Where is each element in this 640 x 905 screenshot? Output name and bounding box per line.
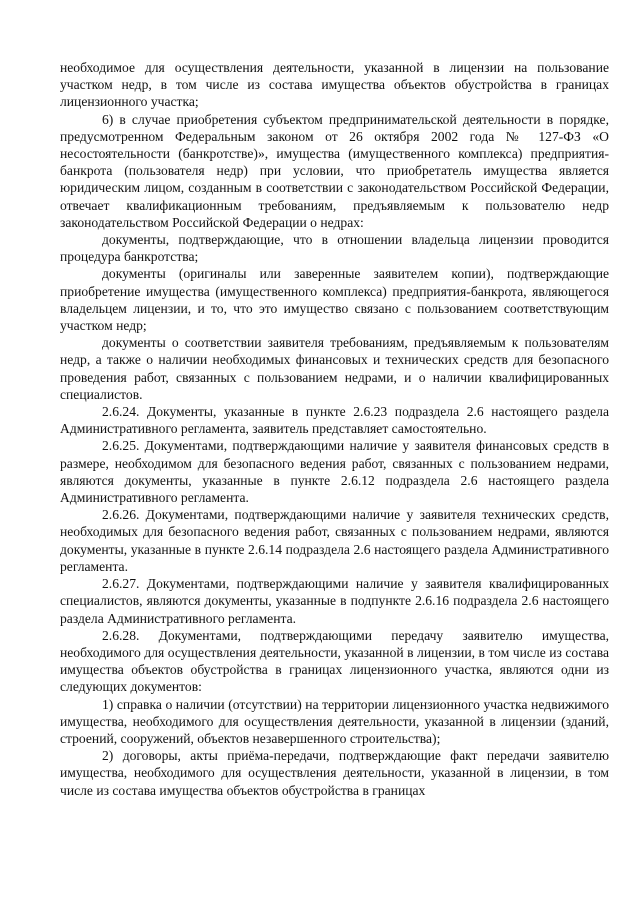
- paragraph-property-continuation: необходимое для осуществления деятельности, указанной в лицензии на пользование участком недр, в том числе из состава имущества объектов обустройства в границах лицензионного участка;: [60, 60, 609, 110]
- paragraph-item-6-bankruptcy: 6) в случае приобретения субъектом предпринимательской деятельности в порядке, предусмотренном Федеральным законом от 26 октября 2002 года № 127-ФЗ «О несостоятельности (банкротстве)», имущества (имущественного комплекса) предприятия-банкрота (пользователя недр) при условии, что приобретатель имущества является юридическим лицом, созданным в соответствии с законодательством Российской Федерации, отвечает квалификационным требованиям, предъявляемым к пользователю недр законодательством Российской Федерации о недрах:: [60, 111, 609, 230]
- paragraph-2-6-27: 2.6.27. Документами, подтверждающими наличие у заявителя квалифицированных специалистов, являются документы, указанные в подпункте 2.6.16 подраздела 2.6 настоящего раздела Административного регламента.: [60, 576, 609, 626]
- paragraph-2-6-25: 2.6.25. Документами, подтверждающими наличие у заявителя финансовых средств в размере, необходимом для безопасного ведения работ, связанных с пользованием недрами, являются документы, указанные в пункте 2.6.12 подраздела 2.6 настоящего раздела Административного регламента.: [60, 438, 609, 506]
- paragraph-2-6-26: 2.6.26. Документами, подтверждающими наличие у заявителя технических средств, необходимых для безопасного ведения работ, связанных с пользованием недрами, являются документы, указанные в пункте 2.6.14 подраздела 2.6 настоящего раздела Административного регламента.: [60, 507, 609, 574]
- paragraph-2-6-28: 2.6.28. Документами, подтверждающими передачу заявителю имущества, необходимого для осуществления деятельности, указанной в лицензии, в том числе из состава имущества объектов обустройства в границах лицензионного участка, являются одни из следующих документов:: [60, 627, 609, 695]
- paragraph-2-6-24: 2.6.24. Документы, указанные в пункте 2.6.23 подраздела 2.6 настоящего раздела Административного регламента, заявитель представляет самостоятельно.: [60, 404, 609, 437]
- paragraph-bankruptcy-procedure-docs: документы, подтверждающие, что в отношении владельца лицензии проводится процедура банкротства;: [60, 232, 609, 265]
- paragraph-list-item-2: 2) договоры, акты приёма-передачи, подтверждающие факт передачи заявителю имущества, необходимого для осуществления деятельности, указанной в лицензии, в том числе из состава имущества объектов обустройства в границах: [60, 748, 609, 798]
- paragraph-acquisition-docs: документы (оригиналы или заверенные заявителем копии), подтверждающие приобретение имущества (имущественного комплекса) предприятия-банкрота, являющегося владельцем лицензии, и то, что это имущество связано с пользованием соответствующим участком недр;: [60, 266, 609, 334]
- paragraph-list-item-1: 1) справка о наличии (отсутствии) на территории лицензионного участка недвижимого имущества, необходимого для осуществления деятельности, указанной в лицензии (зданий, строений, сооружений, объектов незавершенного строительства);: [60, 696, 609, 746]
- paragraph-compliance-docs: документы о соответствии заявителя требованиям, предъявляемым к пользователям недр, а также о наличии необходимых финансовых и технических средств для безопасного проведения работ, связанных с пользованием недрами, и о наличии квалифицированных специалистов.: [60, 335, 609, 402]
- document-page: [60, 59, 609, 799]
